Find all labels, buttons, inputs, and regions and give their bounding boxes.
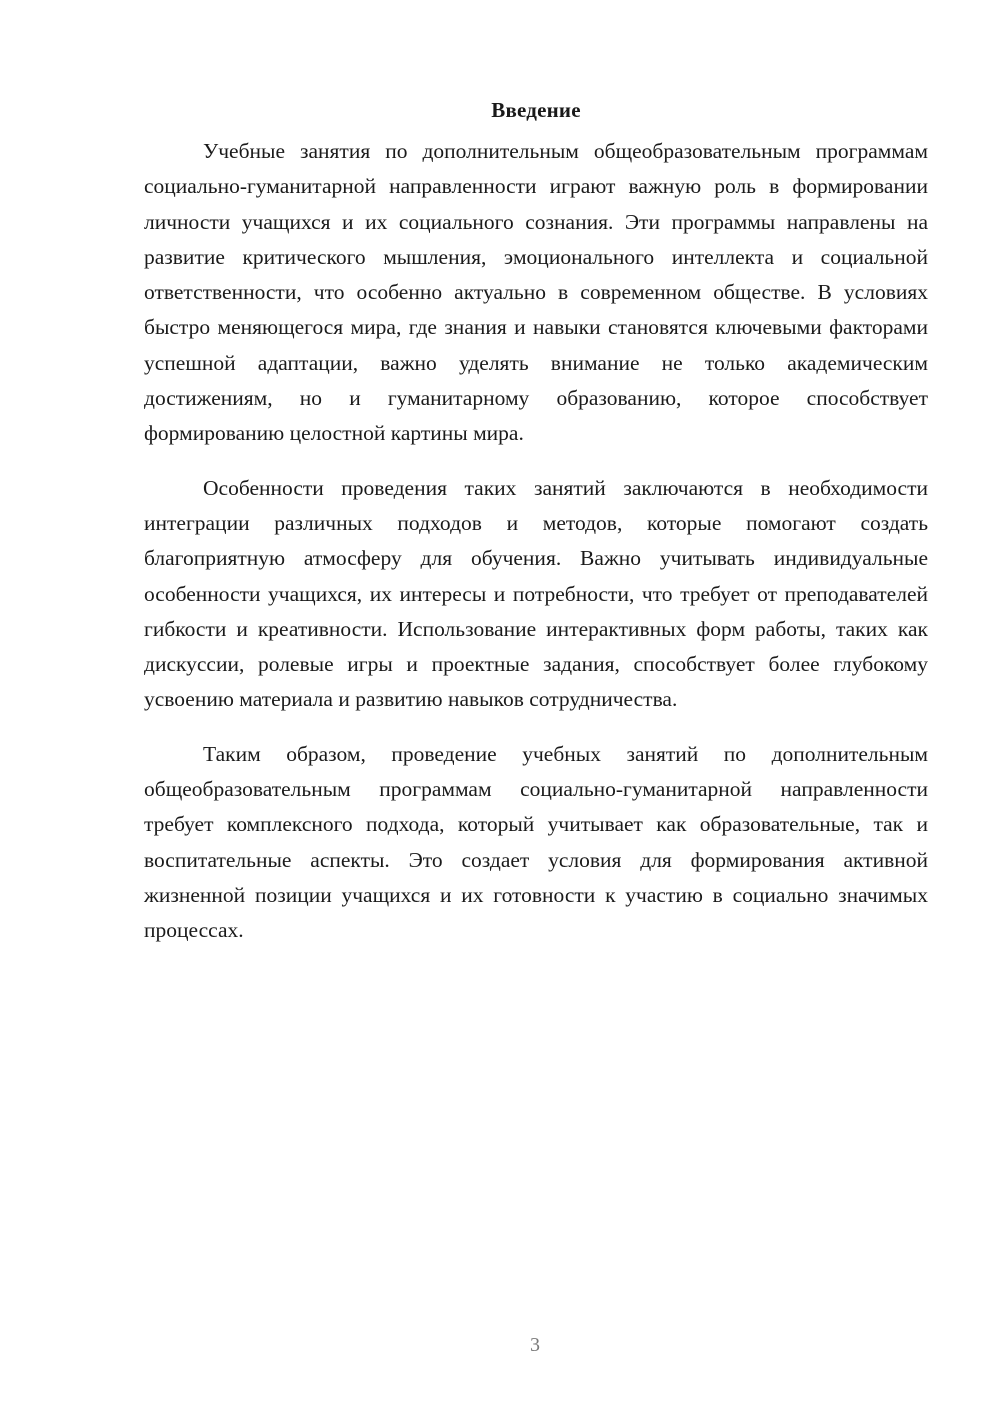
page-content	[144, 95, 928, 949]
paragraph-3: Таким образом, проведение учебных занятий по дополнительным общеобразовательным программам социально-гуманитарной направленности требует комплексного подхода, который учитывает как образовательные, так и воспитательные аспекты. Это создает условия для формирования активной жизненной позиции учащихся и их готовности к участию в социально значимых процессах.	[144, 741, 928, 943]
paragraph-1: Учебные занятия по дополнительным общеобразовательным программам социально-гуманитарной направленности играют важную роль в формировании личности учащихся и их социального сознания. Эти программы направлены на развитие критического мышления, эмоционального интеллекта и социальной ответственности, что особенно актуально в современном обществе. В условиях быстро меняющегося мира, где знания и навыки становятся ключевыми факторами успешной адаптации, важно уделять внимание не только академическим достижениям, но и гуманитарному образованию, которое способствует формированию целостной картины мира.	[144, 139, 928, 446]
section-heading: Введение	[491, 98, 581, 122]
page-number: 3	[530, 1334, 540, 1356]
paragraph-2: Особенности проведения таких занятий заключаются в необходимости интеграции различных подходов и методов, которые помогают создать благоприятную атмосферу для обучения. Важно учитывать индивидуальные особенности учащихся, их интересы и потребности, что требует от преподавателей гибкости и креативности. Использование интерактивных форм работы, таких как дискуссии, ролевые игры и проектные задания, способствует более глубокому усвоению материала и развитию навыков сотрудничества.	[144, 475, 928, 712]
